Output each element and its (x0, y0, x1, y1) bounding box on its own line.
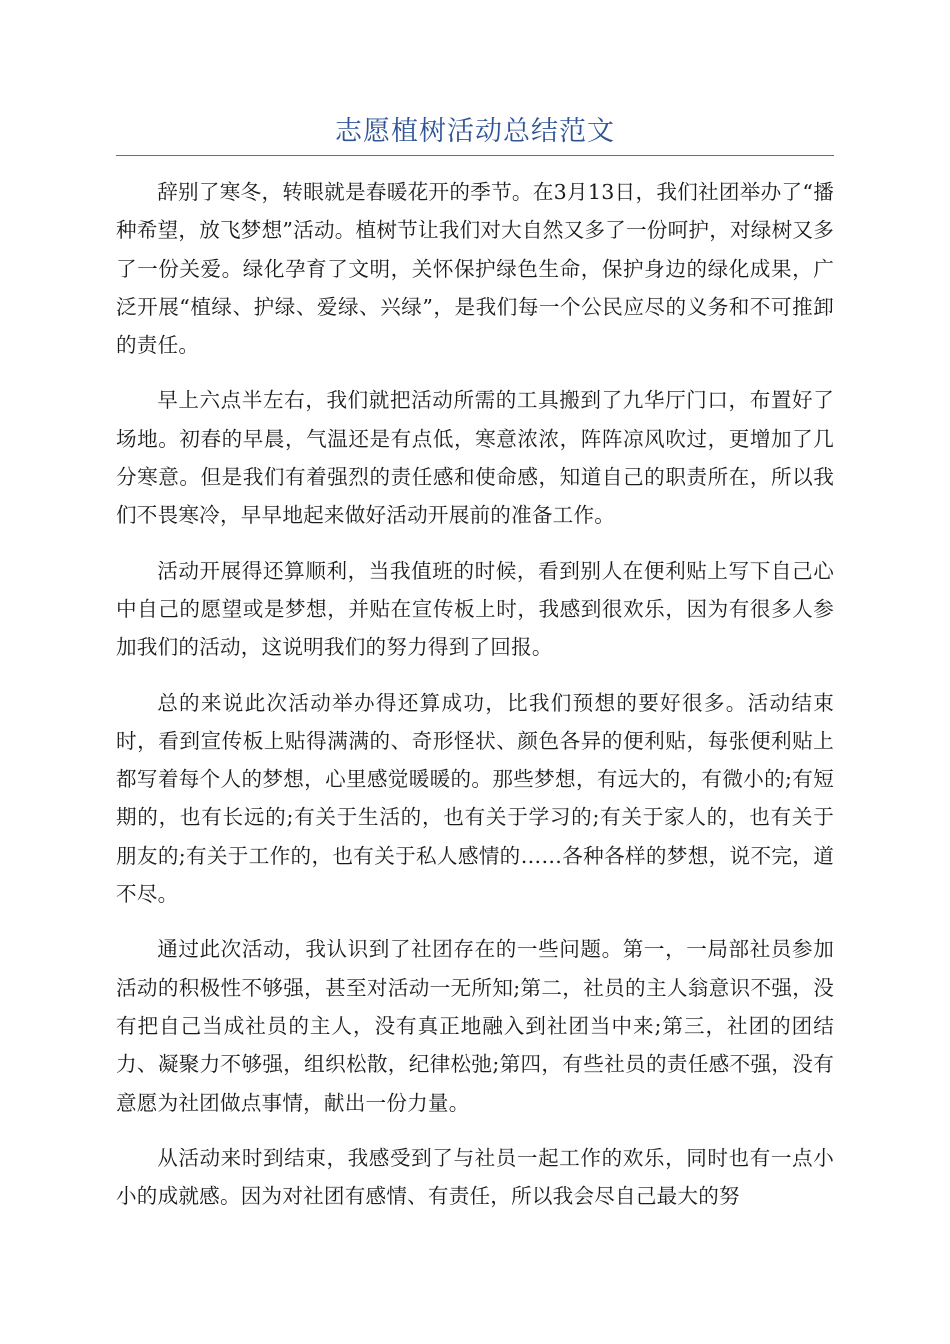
paragraph-4: 总的来说此次活动举办得还算成功，比我们预想的要好很多。活动结束时，看到宣传板上贴得满满的、奇形怪状、颜色各异的便利贴，每张便利贴上都写着每个人的梦想，心里感觉暖暖的。那些梦想，有远大的，有微小的;有短期的，也有长远的;有关于生活的，也有关于学习的;有关于家人的，也有关于朋友的;有关于工作的，也有关于私人感情的……各种各样的梦想，说不完，道不尽。 (116, 690, 834, 907)
paragraph-2: 早上六点半左右，我们就把活动所需的工具搬到了九华厅门口，布置好了场地。初春的早晨，气温还是有点低，寒意浓浓，阵阵凉风吹过，更增加了几分寒意。但是我们有着强烈的责任感和使命感，知道自己的职责所在，所以我们不畏寒冷，早早地起来做好活动开展前的准备工作。 (116, 388, 834, 528)
paragraph-3: 活动开展得还算顺利，当我值班的时候，看到别人在便利贴上写下自己心中自己的愿望或是梦想，并贴在宣传板上时，我感到很欢乐，因为有很多人参加我们的活动，这说明我们的努力得到了回报。 (116, 558, 834, 660)
paragraph-1: 辞别了寒冬，转眼就是春暖花开的季节。在3月13日，我们社团举办了“播种希望，放飞梦想”活动。植树节让我们对大自然又多了一份呵护，对绿树又多了一份关爱。绿化孕育了文明，关怀保护绿色生命，保护身边的绿化成果，广泛开展“植绿、护绿、爱绿、兴绿”，是我们每一个公民应尽的义务和不可推卸的责任。 (116, 180, 834, 358)
paragraph-5: 通过此次活动，我认识到了社团存在的一些问题。第一，一局部社员参加活动的积极性不够强，甚至对活动一无所知;第二，社员的主人翁意识不强，没有把自己当成社员的主人，没有真正地融入到社团当中来;第三，社团的团结力、凝聚力不够强，组织松散，纪律松弛;第四，有些社员的责任感不强，没有意愿为社团做点事情，献出一份力量。 (116, 937, 834, 1115)
paragraph-6: 从活动来时到结束，我感受到了与社员一起工作的欢乐，同时也有一点小小的成就感。因为对社团有感情、有责任，所以我会尽自己最大的努 (116, 1145, 834, 1209)
title-underline (116, 155, 834, 156)
document-title: 志愿植树活动总结范文 (335, 116, 615, 147)
document-body (116, 173, 834, 1232)
